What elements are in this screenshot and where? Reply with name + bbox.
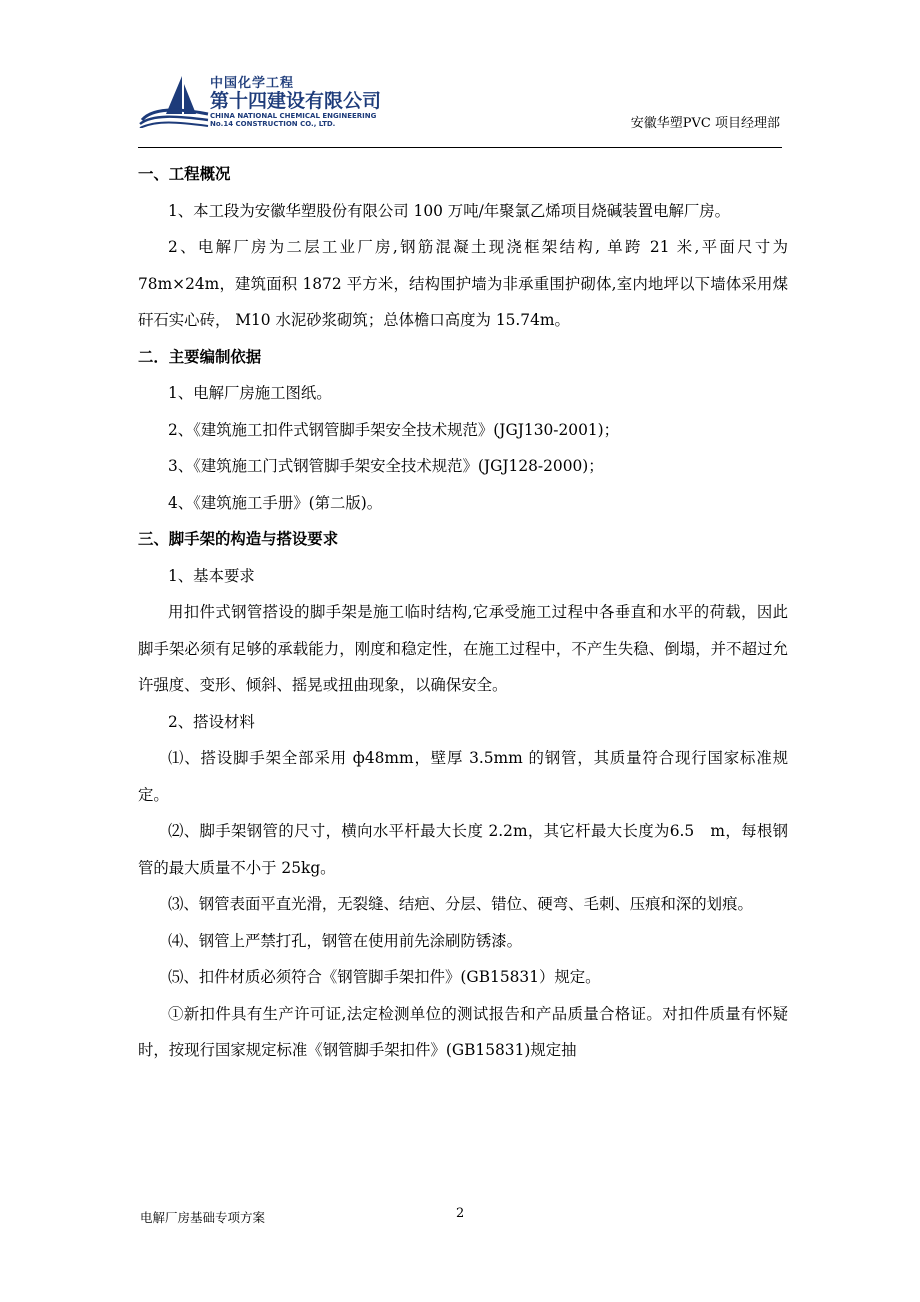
section-heading-basis: 二．主要编制依据: [138, 347, 262, 366]
footer-document-title: 电解厂房基础专项方案: [140, 1210, 266, 1225]
paragraph: ①新扣件具有生产许可证,法定检测单位的测试报告和产品质量合格证。对扣件质量有怀疑时，按现行国家规定标准《钢管脚手架扣件》(GB15831)规定抽: [138, 1004, 788, 1059]
company-logo-icon: [138, 74, 210, 128]
logo-english-line2: No.14 CONSTRUCTION CO., LTD.: [210, 120, 336, 128]
section-heading-scaffold: 三、脚手架的构造与搭设要求: [138, 530, 339, 548]
paragraph: ⑸、扣件材质必须符合《钢管脚手架扣件》(GB15831）规定。: [168, 968, 601, 986]
paragraph: 2、电解厂房为二层工业厂房,钢筋混凝土现浇框架结构, 单跨 21 米,平面尺寸为 78m×24m，建筑面积 1872 平方米，结构围护墙为非承重围护砌体,室内地坪以下墙体采用煤矸石实心砖， M10 水泥砂浆砌筑；总体檐口高度为 15.74m。: [138, 238, 788, 329]
paragraph: 2、搭设材料: [168, 712, 255, 731]
paragraph: ⑶、钢管表面平直光滑，无裂缝、结疤、分层、错位、硬弯、毛刺、压痕和深的划痕。: [168, 895, 753, 913]
page-header: [138, 70, 782, 150]
paragraph: ⑷、钢管上严禁打孔，钢管在使用前先涂刷防锈漆。: [168, 931, 522, 950]
paragraph: ⑵、脚手架钢管的尺寸，横向水平杆最大长度 2.2m，其它杆最大长度为6.5 m，每根钢管的最大质量不小于 25kg。: [138, 822, 788, 877]
paragraph: 1、基本要求: [168, 566, 255, 585]
logo-english-line1: CHINA NATIONAL CHEMICAL ENGINEERING: [210, 112, 377, 120]
paragraph: 4、《建筑施工手册》(第二版)。: [168, 493, 383, 512]
paragraph: 用扣件式钢管搭设的脚手架是施工临时结构,它承受施工过程中各垂直和水平的荷载，因此脚手架必须有足够的承载能力，刚度和稳定性，在施工过程中，不产生失稳、倒塌，并不超过允许强度、变形、倾斜、摇晃或扭曲现象，以确保安全。: [138, 603, 788, 694]
logo-text-line1: 中国化学工程: [210, 76, 295, 91]
header-divider: [138, 147, 782, 148]
paragraph: 3、《建筑施工门式钢管脚手架安全技术规范》(JGJ128-2000)；: [168, 457, 604, 475]
page-number: 2: [456, 1206, 465, 1221]
paragraph: 1、本工段为安徽华塑股份有限公司 100 万吨/年聚氯乙烯项目烧碱装置电解厂房。: [168, 201, 731, 220]
department-name: 安徽华塑PVC 项目经理部: [630, 116, 780, 131]
paragraph: ⑴、搭设脚手架全部采用 ф48mm，壁厚 3.5mm 的钢管，其质量符合现行国家标准规定。: [138, 749, 788, 804]
logo-text-line2: 第十四建设有限公司: [210, 90, 382, 112]
paragraph: 1、电解厂房施工图纸。: [168, 384, 332, 402]
paragraph: 2、《建筑施工扣件式钢管脚手架安全技术规范》(JGJ130-2001)；: [168, 420, 620, 439]
section-heading-overview: 一、工程概况: [138, 165, 231, 183]
document-body: [138, 156, 788, 1069]
